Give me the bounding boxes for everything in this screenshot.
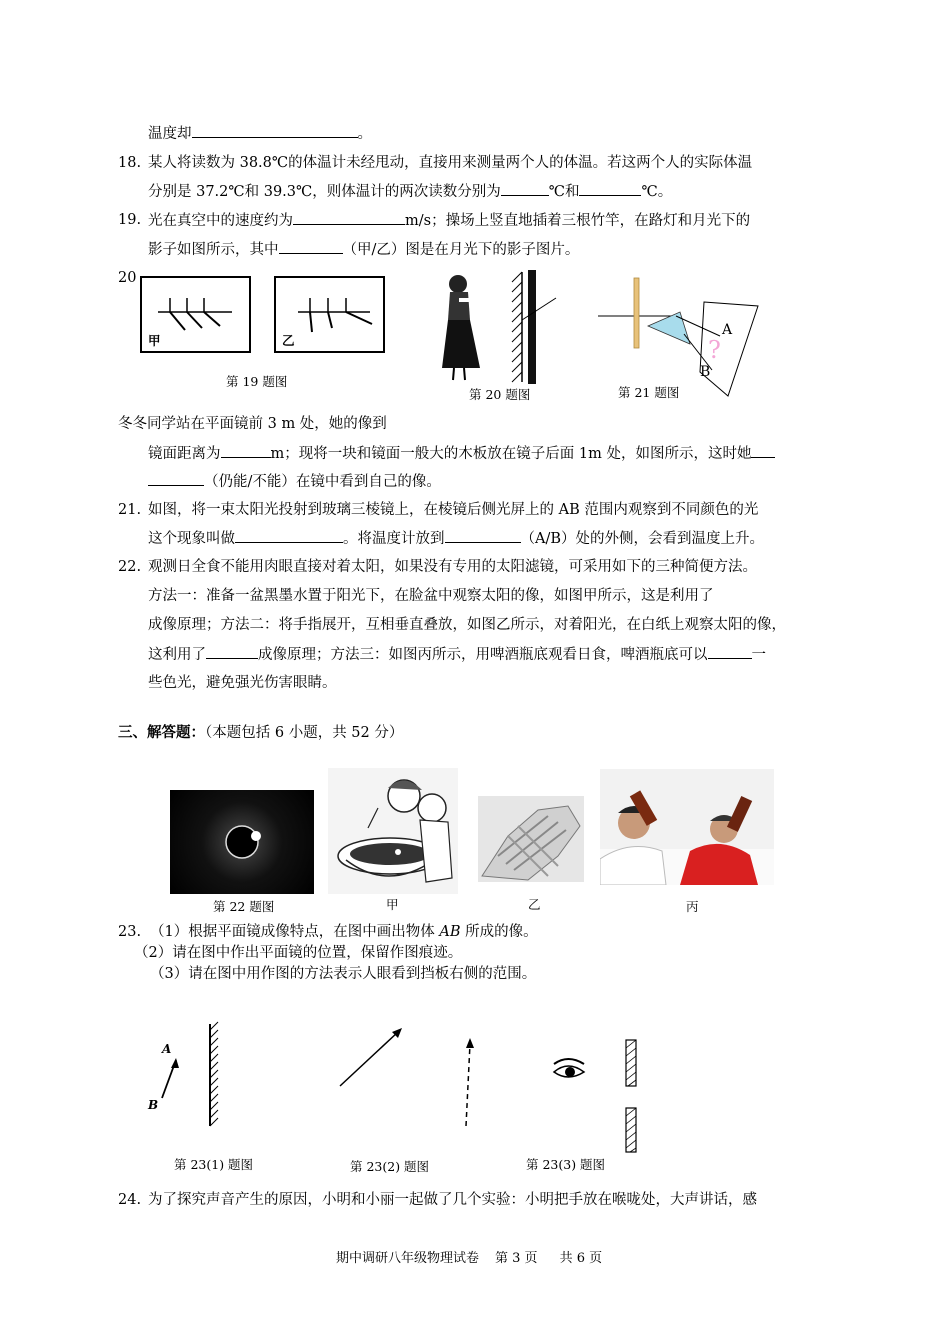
figure-23-3-eye-baffle xyxy=(548,1030,648,1154)
figure-23-1-caption: 第 23(1) 题图 xyxy=(174,1157,254,1172)
question-22-line-1: 观测日全食不能用肉眼直接对着太阳，如果没有专用的太阳滤镜，可采用如下的三种简便方法。 xyxy=(148,559,757,575)
question-20-number: 20 xyxy=(118,270,137,286)
question-20-line-2 xyxy=(148,443,775,464)
text: m/s；操场上竖直地插着三根竹竿，在路灯和月光下的 xyxy=(405,213,751,229)
figure-21-question-mark: ? xyxy=(708,336,721,364)
figure-21-caption: 第 21 题图 xyxy=(618,385,680,400)
question-19-number: 19. xyxy=(118,212,142,228)
text: 这利用了 xyxy=(148,647,206,663)
text: （仍能/不能）在镜中看到自己的像。 xyxy=(204,474,441,490)
figure-23-1-mirror-ab xyxy=(140,1022,230,1132)
figure-22-yi-label: 乙 xyxy=(528,897,541,912)
answer-blank[interactable] xyxy=(579,181,641,196)
question-19-line-1 xyxy=(148,210,750,231)
section-note: （本题包括 6 小题，共 52 分） xyxy=(205,725,404,741)
answer-blank[interactable] xyxy=(501,181,549,196)
figure-22-bing-label: 丙 xyxy=(686,899,699,914)
question-22-line-4 xyxy=(148,644,766,665)
text: （1）根据平面镜成像特点，在图中画出物体 xyxy=(150,924,440,940)
question-23-part-2: （2）请在图中作出平面镜的位置，保留作图痕迹。 xyxy=(134,945,463,961)
question-24-number: 24. xyxy=(118,1192,142,1208)
question-21-number: 21. xyxy=(118,502,142,518)
text: 这个现象叫做 xyxy=(148,531,235,547)
text: 分别是 37.2℃和 39.3℃，则体温计的两次读数分别为 xyxy=(148,184,501,200)
text: 所成的像。 xyxy=(460,924,538,940)
text: ℃。 xyxy=(641,184,673,200)
answer-blank[interactable] xyxy=(445,528,521,543)
question-21-line-2 xyxy=(148,528,764,549)
figure-19-jia-label: 甲 xyxy=(148,333,161,348)
figure-21-label-a: A xyxy=(722,322,733,338)
figure-21-prism xyxy=(596,276,762,400)
figure-22-caption: 第 22 题图 xyxy=(213,899,275,914)
text: 成像原理；方法三：如图丙所示，用啤酒瓶底观看日食，啤酒瓶底可以 xyxy=(258,647,708,663)
figure-23-2-ray-pair xyxy=(330,1022,490,1132)
footer-title: 期中调研八年级物理试卷 xyxy=(336,1251,480,1266)
answer-blank[interactable] xyxy=(148,471,204,486)
question-20-line-3 xyxy=(148,471,441,492)
answer-blank[interactable] xyxy=(206,644,258,659)
question-23-part-1 xyxy=(150,922,538,942)
answer-line-17-end xyxy=(148,123,372,144)
text: 光在真空中的速度约为 xyxy=(148,213,293,229)
figure-19-yi-label: 乙 xyxy=(282,333,295,348)
question-22-line-2: 方法一：准备一盆黑墨水置于阳光下，在脸盆中观察太阳的像，如图甲所示，这是利用了 xyxy=(148,588,714,604)
question-21-line-1: 如图，将一束太阳光投射到玻璃三棱镜上，在棱镜后侧光屏上的 AB 范围内观察到不同颜色的光 xyxy=(148,502,759,518)
answer-blank[interactable] xyxy=(192,123,358,138)
answer-blank[interactable] xyxy=(751,443,775,458)
figure-23-1-label-b: B xyxy=(148,1098,159,1112)
figure-22-jia-basin-sketch xyxy=(328,768,458,894)
answer-blank[interactable] xyxy=(708,644,752,659)
figure-21-label-b: B xyxy=(700,364,711,380)
question-23-number: 23. xyxy=(118,924,142,940)
text: 。 xyxy=(357,126,372,142)
footer-total-pages: 共 6 页 xyxy=(559,1251,603,1266)
figure-22-jia-label: 甲 xyxy=(386,897,399,912)
figure-23-2-caption: 第 23(2) 题图 xyxy=(350,1159,430,1174)
question-22-line-3: 成像原理；方法二：将手指展开，互相垂直叠放，如图乙所示，对着阳光，在白纸上观察太阳的像， xyxy=(148,617,786,633)
question-18-line-1: 某人将读数为 38.8℃的体温计未经甩动，直接用来测量两个人的体温。若这两个人的实际体温 xyxy=(148,155,753,171)
answer-blank[interactable] xyxy=(235,528,343,543)
question-19-line-2 xyxy=(148,239,579,260)
figure-20-girl-mirror xyxy=(440,270,560,388)
text: （甲/乙）图是在月光下的影子图片。 xyxy=(342,242,580,258)
footer-page-number: 第 3 页 xyxy=(495,1251,538,1266)
answer-blank[interactable] xyxy=(221,443,271,458)
figure-19-caption: 第 19 题图 xyxy=(226,374,288,389)
question-20-line-1: 冬冬同学站在平面镜前 3 m 处，她的像到 xyxy=(118,416,387,432)
text: m；现将一块和镜面一般大的木板放在镜子后面 1m 处，如图所示，这时她 xyxy=(270,446,752,462)
section-3-heading xyxy=(118,723,403,743)
question-18-line-2 xyxy=(148,181,672,202)
answer-blank[interactable] xyxy=(279,239,343,254)
figure-23-1-label-a: A xyxy=(162,1042,172,1056)
answer-blank[interactable] xyxy=(293,210,405,225)
text: 一 xyxy=(751,647,766,663)
question-18-number: 18. xyxy=(118,155,142,171)
page-footer xyxy=(336,1247,602,1266)
text: AB xyxy=(439,924,461,940)
question-22-line-5: 些色光，避免强光伤害眼睛。 xyxy=(148,675,337,691)
text: 。将温度计放到 xyxy=(343,531,445,547)
figure-22-bing-bottle-photo xyxy=(600,769,774,885)
text: ℃和 xyxy=(548,184,580,200)
section-title: 三、解答题： xyxy=(118,724,205,741)
question-22-number: 22. xyxy=(118,559,142,575)
question-23-part-3: （3）请在图中用作图的方法表示人眼看到挡板右侧的范围。 xyxy=(150,966,537,982)
figure-20-caption: 第 20 题图 xyxy=(469,387,531,402)
text: 温度却 xyxy=(148,126,192,142)
text: 镜面距离为 xyxy=(148,446,221,462)
figure-23-3-caption: 第 23(3) 题图 xyxy=(526,1157,606,1172)
text: 影子如图所示，其中 xyxy=(148,242,279,258)
figure-22-yi-hands-photo xyxy=(478,796,584,882)
figure-22-eclipse-photo xyxy=(170,790,314,894)
text: （A/B）处的外侧，会看到温度上升。 xyxy=(520,531,765,547)
question-24-line-1: 为了探究声音产生的原因，小明和小丽一起做了几个实验：小明把手放在喉咙处，大声讲话，感 xyxy=(148,1192,757,1208)
